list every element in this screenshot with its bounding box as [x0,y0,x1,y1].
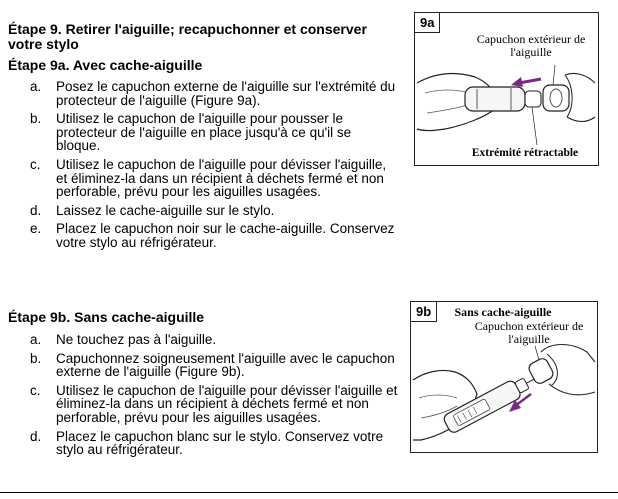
list-marker: d. [30,428,42,444]
list-item [8,158,398,199]
figure-9a [414,12,599,166]
list-item [8,204,398,218]
list-item-text: Posez le capuchon externe de l'aiguille sur l'extrémité du protecteur de l'aiguille (Figure 9a). [56,79,396,108]
list-marker: a. [30,79,42,94]
figure-9b [410,301,598,453]
list-marker: b. [30,350,42,366]
section-9b-steps [8,333,398,457]
list-item [8,352,398,379]
list-item [8,112,398,153]
list-marker: b. [30,111,42,127]
section-9b-title: Étape 9b. Sans cache-aiguille [8,309,205,325]
figure-9b-tag: 9b [411,302,437,322]
list-item-text: Utilisez le capuchon de l'aiguille pour dévisser l'aiguille, et éliminez-la dans un récipient à déchets fermé et non perforable, prévu pour les aiguilles usagées. [56,156,387,200]
list-marker: c. [30,382,41,398]
list-item [8,333,398,347]
list-marker: c. [30,156,41,172]
list-item-text: Ne touchez pas à l'aiguille. [56,332,217,347]
list-item [8,80,398,107]
section-9-title: Étape 9. Retirer l'aiguille; recapuchonner et conserver votre stylo [8,21,367,52]
pen-with-needle-cover-illustration [415,13,598,165]
pen-without-needle-cover-illustration [411,302,597,452]
figure-9b-cap-label: Capuchon extérieur de l'aiguille [474,319,584,346]
list-item-text: Utilisez le capuchon de l'aiguille pour pousser le protecteur de l'aiguille en place jusqu'à ce qu'il se bloque. [56,111,352,154]
list-item [8,384,398,425]
section-9a-steps [8,80,398,250]
list-item [8,430,398,457]
list-item [8,222,398,249]
list-item-text: Capuchonnez soigneusement l'aiguille avec le capuchon externe de l'aiguille (Figure 9b). [56,350,395,380]
list-item-text: Laissez le cache-aiguille sur le stylo. [56,202,275,218]
list-item-text: Placez le capuchon blanc sur le stylo. Conservez votre stylo au réfrigérateur. [56,428,384,458]
list-item-text: Utilisez le capuchon de l'aiguille pour dévisser l'aiguille et éliminez-la dans un récipient à déchets fermé et non perforable, prévu pour les aiguilles usagées. [56,382,398,425]
figure-9a-tag: 9a [415,13,440,33]
figure-9a-cap-label: Capuchon extérieur de l'aiguille [476,32,586,59]
bottom-divider [0,492,618,493]
section-9a-title: Étape 9a. Avec cache-aiguille [8,57,203,73]
list-marker: e. [30,221,42,237]
figure-9a-bottom-label: Extrémité rétractable [471,147,579,159]
list-item-text: Placez le capuchon noir sur le cache-aiguille. Conservez votre stylo au réfrigérateur. [56,221,395,250]
list-marker: a. [30,332,42,347]
list-marker: d. [30,202,42,218]
figure-9b-title-label: Sans cache-aiguille [454,305,552,319]
